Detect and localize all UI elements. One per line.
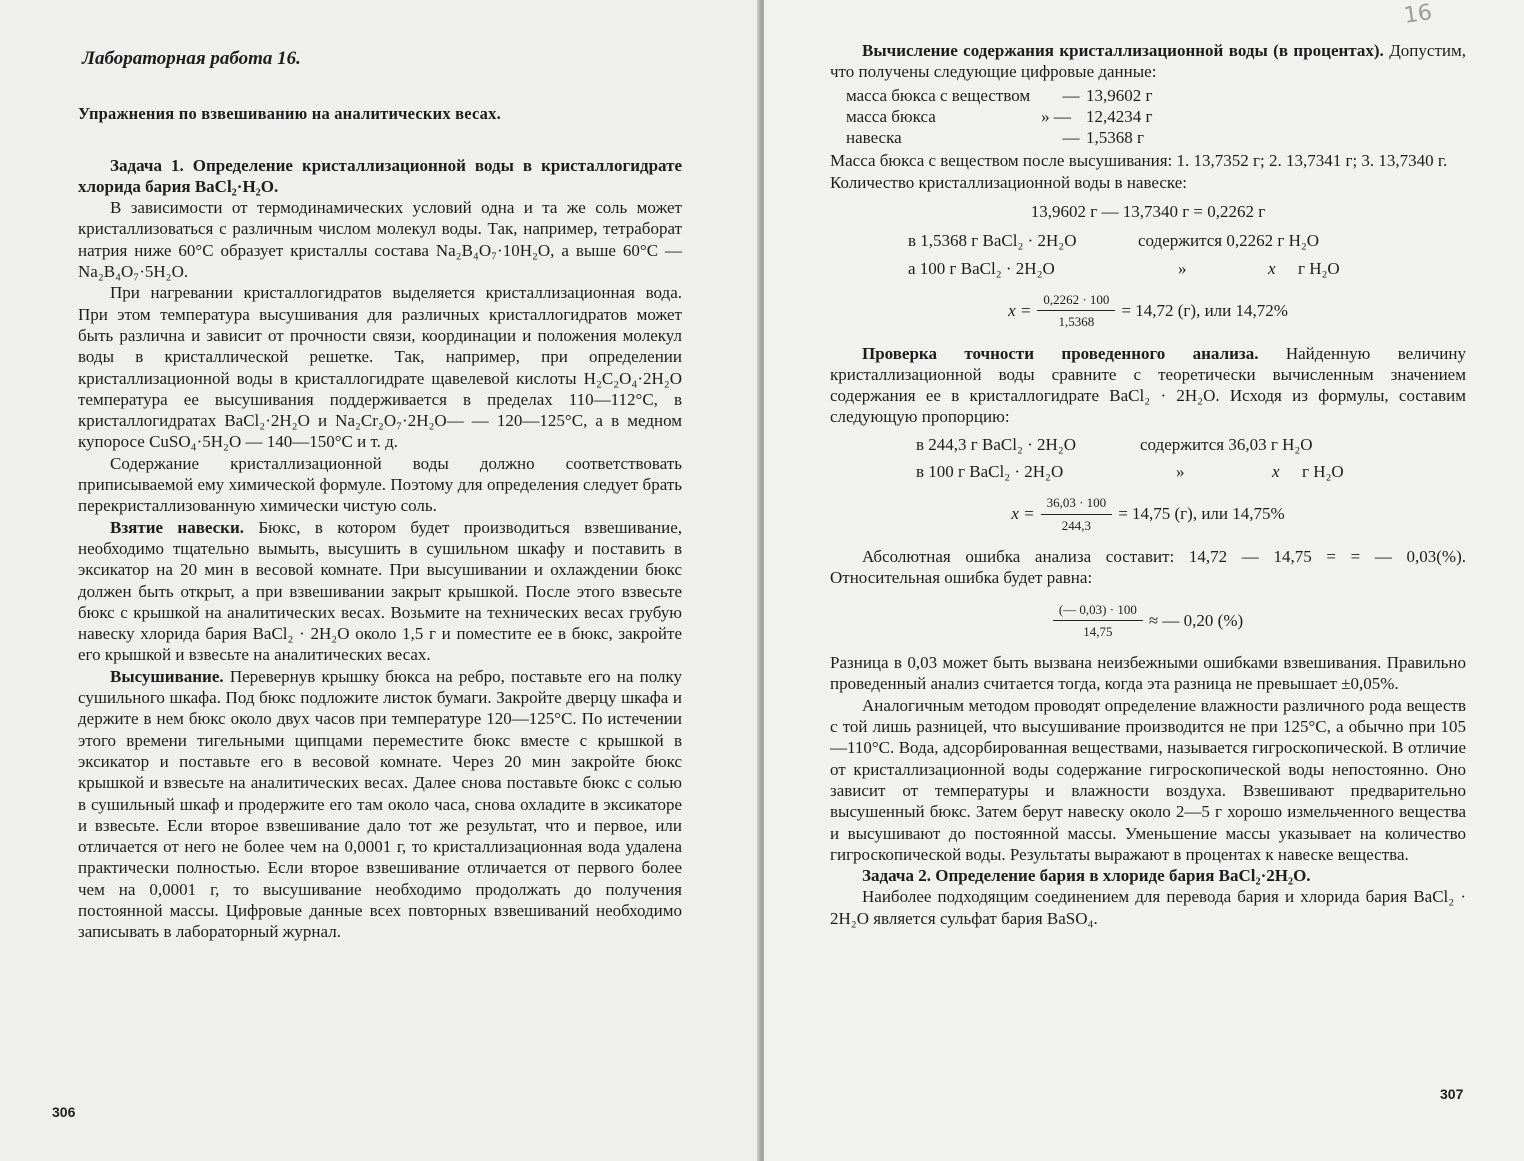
fraction-numerator: 0,2262 · 100 [1037,289,1115,311]
proportion-2a [830,434,1466,455]
weights-label: масса бюкса с веществом [846,85,1031,105]
fraction [1053,599,1143,643]
drying-text: Перевернув крышку бюкса на ребро, поставьте его на полку сушильного шкафа. Под бюкс подложите листок бумаги. Закройте дверцу шкафа и держите в нем бюкс около двух часов при температуре 120—125°С. По истечении этого времени тигельными щипцами переместите бюкс вместе с крышкой в эксикатор и поставьте его в весовой комнате. Через 20 мин закройте бюкс крышкой и взвесьте на аналитических весах. Далее снова поставьте бюкс с солью в сушильный шкаф и продержите его там около часа, снова охладите в эксикаторе и взвесьте. Если второе взвешивание дало тот же результат, что и первое, или отличается от него не более чем на 0,0001 г, то кристаллизационная вода удалена практически полностью. Если второе взвешивание отличается от первого более чем на 0,0001 г, то высушивание необходимо продолжать до получения постоянной массы. Цифровые данные всех повторных взвешиваний необходимо записывать в лабораторный журнал. [78,666,682,942]
formula-lhs: x = [1011,504,1035,524]
drying-heading: Высушивание. [110,666,224,686]
last-paragraph: Наиболее подходящим соединением для перевода бария и хлорида бария BaCl₂ · 2H₂O является сульфат бария BaSO₄. [830,887,1466,928]
weights-row [846,106,1466,127]
formula-3 [830,599,1466,643]
task2-heading: Задача 2. Определение бария в хлориде бария BaCl₂·2H₂O. [862,866,1311,886]
after-drying: Масса бюкса с веществом после высушивания: 1. 13,7352 г; 2. 13,7341 г; 3. 13,7340 г. [830,151,1448,171]
proportion-left: а 100 г BaCl₂ · 2H₂O [908,258,1055,278]
right-text-column [830,40,1466,929]
page-number-right: 307 [1440,1086,1464,1102]
weights-table [846,85,1466,149]
left-text-column [78,48,682,943]
fraction-denominator: 14,75 [1083,623,1113,639]
formula-2 [830,492,1466,536]
accuracy-heading: Проверка точности проведенного анализа. [862,343,1259,363]
handwritten-mark: 16 [1402,0,1434,29]
proportion-right: содержится 0,2262 г H₂O [1138,231,1320,251]
page-left [0,0,760,1161]
paragraph-2: При нагревании кристаллогидратов выделяется кристаллизационная вода. При этом температура высушивания для различных кристаллогидратов может быть различна и зависит от прочности связи, координации и положения молекул воды в кристаллической решетке. Так, например, при определении кристаллизационной воды в кристаллогидрате щавелевой кислоты H₂C₂O₄·2H₂O температура ее высушивания поддерживается в пределах 110—112°С, в кристаллогидратах BaCl₂·2H₂O и Na₂Cr₂O₇·2H₂O— — 120—125°С, а в медном купоросе CuSO₄·5H₂O — 140—150°С и т. д. [78,283,682,452]
paragraph-1: В зависимости от термодинамических условий одна и та же соль может кристаллизоваться с различным числом молекул воды. Так, например, тетраборат натрия ниже 60°С образует кристаллы состава Na₂B₄O₇·10H₂O, а выше 60°С — Na₂B₄O₇·5H₂O. [78,198,682,282]
calc-intro-text: Допустим, что получены следующие цифровые данные: [830,41,1466,82]
proportion-ditto: » [1176,462,1185,482]
accuracy-text: Найденную величину кристаллизационной воды сравните с теоретически вычисленным значением содержания ее в кристаллогидрате BaCl₂ · 2H₂O. Исходя из формулы, составим следующую пропорцию: [830,343,1467,427]
water-amount-label: Количество кристаллизационной воды в навеске: [830,172,1188,192]
fraction [1037,289,1115,333]
proportion-unit: г H₂O [1302,462,1344,482]
absolute-error: Абсолютная ошибка анализа составит: 14,72 — 14,75 = = — 0,03(%). Относительная ошибка будет равна: [830,546,1466,588]
fraction-numerator: 36,03 · 100 [1041,492,1113,514]
proportion-x: x [1268,258,1276,278]
calc-line-1: 13,9602 г — 13,7340 г = 0,2262 г [1030,202,1266,222]
task1-heading: Задача 1. Определение кристаллизационной воды в кристаллогидрате хлорида бария BaCl₂·H₂O. [78,155,682,196]
weights-value: 13,9602 г [1086,85,1153,105]
formula-rhs: ≈ — 0,20 (%) [1148,610,1244,630]
proportion-1b [830,258,1466,279]
weights-sep: — [1062,128,1080,148]
proportion-left: в 1,5368 г BaCl₂ · 2H₂O [908,231,1077,251]
humidity-paragraph: Аналогичным методом проводят определение влажности различного рода веществ с той лишь разницей, что высушивание производится не при 125°С, а обычно при 105—110°С. Вода, адсорбированная веществами, называется гигроскопической. В отличие от кристаллизационной воды содержание гигроскопической воды непостоянно. Оно зависит от температуры и влажности воздуха. Взвешивают предварительно высушенный бюкс. Затем берут навеску около 2—5 г хорошо измельченного вещества и высушивают до постоянной массы. Уменьшение массы указывает на количество гигроскопической воды. Результаты выражают в процентах к навеске вещества. [830,695,1466,864]
formula-lhs: x = [1008,301,1032,321]
lab-subtitle: Упражнения по взвешиванию на аналитических весах. [78,104,501,124]
formula-rhs: = 14,75 (г), или 14,75% [1118,504,1285,524]
fraction-numerator: (— 0,03) · 100 [1053,599,1143,621]
weights-value: 12,4234 г [1086,106,1153,126]
page-number-left: 306 [52,1104,76,1120]
proportion-left: в 244,3 г BaCl₂ · 2H₂O [916,434,1077,454]
paragraph-weighing [78,517,682,666]
formula-1 [830,289,1466,333]
proportion-right: содержится 36,03 г H₂O [1140,434,1313,454]
proportion-x: x [1272,462,1280,482]
accuracy-paragraph [830,343,1466,428]
proportion-unit: г H₂O [1298,258,1340,278]
calc-heading: Вычисление содержания кристаллизационной воды (в процентах). [862,41,1384,60]
weights-row [846,127,1466,148]
weights-label: навеска [846,128,902,148]
proportion-1a [830,230,1466,251]
proportion-ditto: » [1178,258,1187,278]
weighing-text: Бюкс, в котором будет производиться взвешивание, необходимо тщательно вымыть, высушить в сушильном шкафу и поставить в эксикатор на 20 мин в весовой комнате. При высушивании и охлаждении бюкс должен быть открыт, а при взвешивании закрыт крышкой. После этого взвесьте бюкс с крышкой на аналитических весах. Возьмите на технических весах грубую навеску хлорида бария BaCl₂ · 2H₂O около 1,5 г и поместите ее в бюкс, закройте его крышкой и взвесьте на аналитических весах. [78,517,682,665]
weights-sep: » — [1041,106,1071,126]
weights-label: масса бюкса [846,106,936,126]
weights-row [846,85,1466,106]
fraction-denominator: 1,5368 [1058,314,1095,330]
fraction-denominator: 244,3 [1061,517,1092,533]
paragraph-drying [78,666,682,943]
lab-title: Лабораторная работа 16. [82,48,301,69]
weighing-heading: Взятие навески. [110,517,245,537]
weights-sep: — [1062,85,1080,105]
paragraph-3: Содержание кристаллизационной воды должно соответствовать приписываемой ему химической формуле. Поэтому для определения следует брать перекристаллизованную химически чистую соль. [78,453,682,516]
proportion-2b [830,461,1466,482]
calc-intro [830,40,1466,83]
page-right [764,0,1524,1161]
weights-value: 1,5368 г [1086,128,1144,148]
fraction [1041,492,1113,536]
difference-paragraph: Разница в 0,03 может быть вызвана неизбежными ошибками взвешивания. Правильно проведенный анализ считается тогда, когда эта разница не превышает ±0,05%. [830,653,1466,694]
formula-rhs: = 14,72 (г), или 14,72% [1121,301,1288,321]
proportion-left: в 100 г BaCl₂ · 2H₂O [916,462,1064,482]
